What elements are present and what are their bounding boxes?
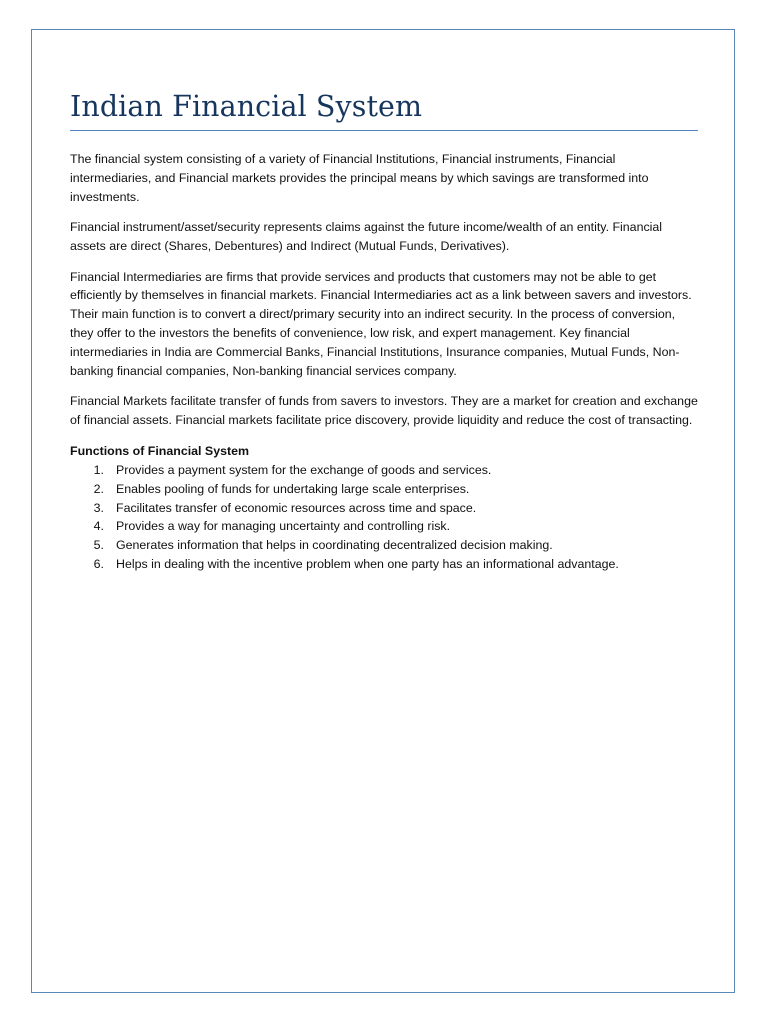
list-item	[70, 517, 698, 536]
list-item-text: Generates information that helps in coordinating decentralized decision making.	[116, 538, 553, 553]
list-item	[70, 536, 698, 555]
list-item	[70, 555, 698, 574]
list-item	[70, 480, 698, 499]
list-item	[70, 499, 698, 518]
document-title: Indian Financial System	[70, 90, 423, 123]
document-page	[31, 29, 735, 993]
list-item-text: Provides a payment system for the exchange of goods and services.	[116, 462, 492, 477]
list-item	[70, 461, 698, 480]
list-item-number: 4.	[93, 519, 104, 534]
functions-heading: Functions of Financial System	[70, 443, 250, 458]
list-item-text: Facilitates transfer of economic resources across time and space.	[116, 500, 477, 515]
functions-list	[70, 461, 698, 574]
list-item-text: Provides a way for managing uncertainty and controlling risk.	[116, 519, 451, 534]
list-item-text: Helps in dealing with the incentive problem when one party has an informational advantage.	[116, 557, 619, 572]
list-item-number: 2.	[93, 481, 104, 496]
list-item-number: 3.	[93, 500, 104, 515]
title-underline	[70, 130, 698, 131]
list-item-number: 6.	[93, 557, 104, 572]
list-item-text: Enables pooling of funds for undertaking large scale enterprises.	[116, 481, 470, 496]
document-content	[70, 88, 698, 574]
paragraph-financial-system: The financial system consisting of a variety of Financial Institutions, Financial instruments, Financial intermediaries, and Financial markets provides the principal means by which savings are transformed into investments.	[70, 152, 649, 204]
paragraph-financial-intermediaries: Financial Intermediaries are firms that provide services and products that customers may not be able to get efficiently by themselves in financial markets. Financial Intermediaries act as a link between savers and investors. Their main function is to convert a direct/primary security into an indirect security. In the process of conversion, they offer to the investors the benefits of convenience, low risk, and expert management. Key financial intermediaries in India are Commercial Banks, Financial Institutions, Insurance companies, Mutual Funds, Non-banking financial companies, Non-banking financial services company.	[70, 269, 692, 379]
paragraph-financial-instrument: Financial instrument/asset/security represents claims against the future income/wealth of an entity. Financial assets are direct (Shares, Debentures) and Indirect (Mutual Funds, Derivatives).	[70, 220, 663, 254]
list-item-number: 5.	[93, 538, 104, 553]
list-item-number: 1.	[93, 462, 104, 477]
paragraph-financial-markets: Financial Markets facilitate transfer of funds from savers to investors. They are a market for creation and exchange of financial assets. Financial markets facilitate price discovery, provide liquidity and reduce the cost of transacting.	[70, 394, 698, 428]
